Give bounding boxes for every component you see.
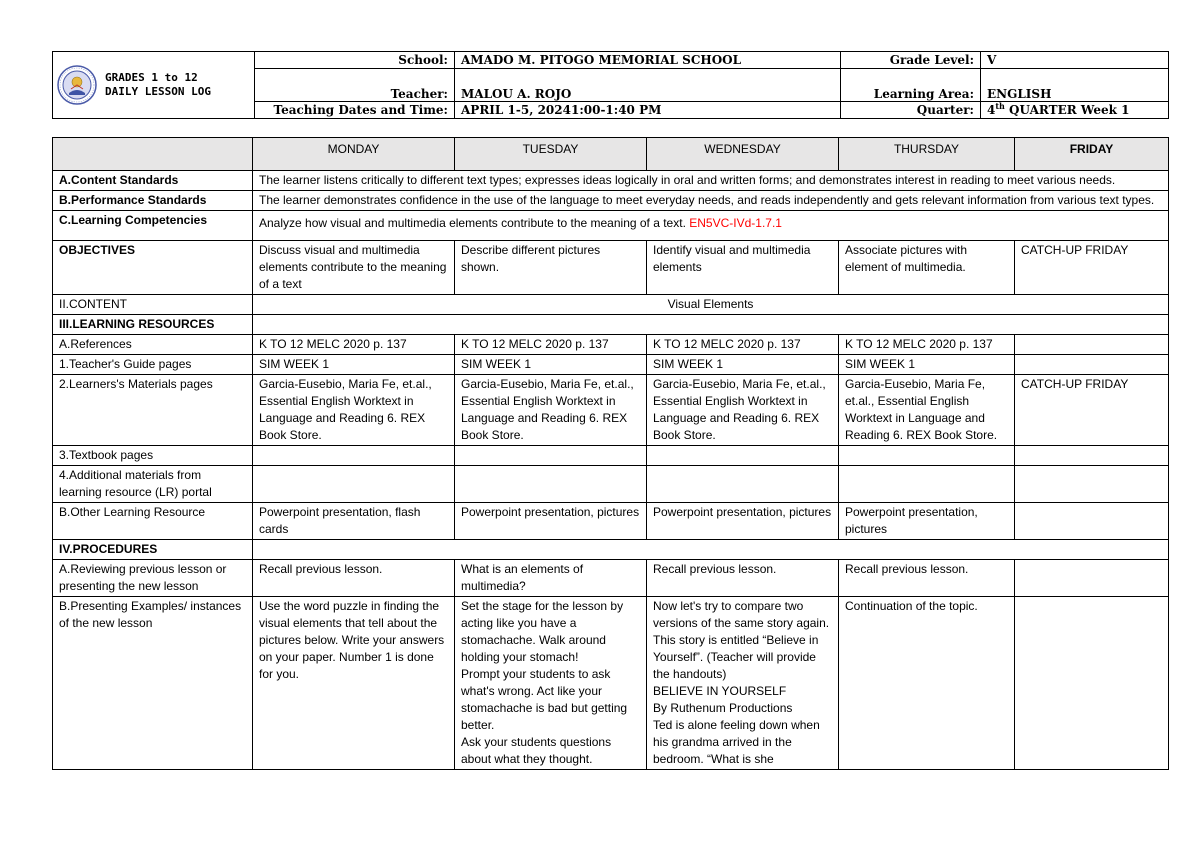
day-header-wednesday: WEDNESDAY (647, 138, 839, 171)
table-row (53, 211, 1169, 241)
teachers-guide-wednesday: SIM WEEK 1 (647, 355, 839, 375)
objective-wednesday: Identify visual and multimedia elements (647, 241, 839, 295)
presenting-tuesday-line: Ask your students questions about what they thought. (461, 735, 612, 766)
table-row (53, 375, 1169, 446)
content-standards-text: The learner listens critically to different text types; expresses ideas logically in oral and written forms; and demonstrates interest in reading to meet various needs. (253, 171, 1169, 191)
textbook-tuesday (455, 446, 647, 466)
day-header-row (53, 138, 1169, 171)
presenting-thursday: Continuation of the topic. (839, 597, 1015, 770)
quarter-number: 4 (987, 103, 996, 117)
table-row (53, 466, 1169, 503)
competencies-cell (253, 211, 1169, 241)
teachers-guide-tuesday: SIM WEEK 1 (455, 355, 647, 375)
row-label-additional: 4.Additional materials from learning resource (LR) portal (53, 466, 253, 503)
corner-cell (53, 138, 253, 171)
reviewing-wednesday: Recall previous lesson. (647, 560, 839, 597)
references-monday: K TO 12 MELC 2020 p. 137 (253, 335, 455, 355)
teachers-guide-friday (1015, 355, 1169, 375)
performance-standards-text: The learner demonstrates confidence in the use of the language to meet everyday needs, and reads independently and gets relevant information from various text types. (253, 191, 1169, 211)
objective-monday: Discuss visual and multimedia elements contribute to the meaning of a text (253, 241, 455, 295)
row-label-learners-materials: 2.Learners's Materials pages (53, 375, 253, 446)
presenting-tuesday-line: Set the stage for the lesson by acting like you have a stomachache. Walk around holding your stomach! (461, 599, 624, 664)
references-tuesday: K TO 12 MELC 2020 p. 137 (455, 335, 647, 355)
reviewing-tuesday: What is an elements of multimedia? (455, 560, 647, 597)
reviewing-monday: Recall previous lesson. (253, 560, 455, 597)
presenting-wednesday-line: BELIEVE IN YOURSELF (653, 684, 787, 698)
quarter-suffix: th (995, 101, 1005, 111)
table-row (53, 191, 1169, 211)
learners-materials-friday: CATCH-UP FRIDAY (1015, 375, 1169, 446)
learners-materials-wednesday: Garcia-Eusebio, Maria Fe, et.al., Essential English Worktext in Language and Reading 6. REX Book Store. (647, 375, 839, 446)
day-header-tuesday: TUESDAY (455, 138, 647, 171)
objective-thursday: Associate pictures with element of multimedia. (839, 241, 1015, 295)
table-row (53, 597, 1169, 770)
teacher-label: Teacher: (255, 69, 455, 102)
presenting-tuesday-line: Prompt your students to ask what's wrong. Act like your stomachache is bad but getting better. (461, 667, 628, 732)
reviewing-thursday: Recall previous lesson. (839, 560, 1015, 597)
logo-line-2: DAILY LESSON LOG (105, 85, 211, 98)
table-row (53, 171, 1169, 191)
area-label: Learning Area: (841, 69, 981, 102)
objective-friday: CATCH-UP FRIDAY (1015, 241, 1169, 295)
references-friday (1015, 335, 1169, 355)
resources-empty (253, 315, 1169, 335)
presenting-monday: Use the word puzzle in finding the visual elements that tell about the pictures below. Write your answers on your paper. Number 1 is done for you. (253, 597, 455, 770)
reviewing-friday (1015, 560, 1169, 597)
day-header-friday: FRIDAY (1015, 138, 1169, 171)
learners-materials-thursday: Garcia-Eusebio, Maria Fe, et.al., Essential English Worktext in Language and Reading 6. REX Book Store. (839, 375, 1015, 446)
procedures-empty (253, 540, 1169, 560)
table-row (53, 355, 1169, 375)
row-label-references: A.References (53, 335, 253, 355)
teachers-guide-monday: SIM WEEK 1 (253, 355, 455, 375)
grade-label: Grade Level: (841, 52, 981, 69)
textbook-thursday (839, 446, 1015, 466)
logo-line-1: GRADES 1 to 12 (105, 71, 198, 84)
additional-wednesday (647, 466, 839, 503)
textbook-monday (253, 446, 455, 466)
header-table (52, 51, 1169, 119)
logo-cell (53, 52, 255, 119)
other-resource-friday (1015, 503, 1169, 540)
school-label: School: (255, 52, 455, 69)
table-row (53, 446, 1169, 466)
table-row (53, 335, 1169, 355)
dates-label: Teaching Dates and Time: (255, 102, 455, 119)
presenting-wednesday (647, 597, 839, 770)
competency-code: EN5VC-IVd-1.7.1 (689, 216, 782, 230)
references-wednesday: K TO 12 MELC 2020 p. 137 (647, 335, 839, 355)
table-row (53, 503, 1169, 540)
learners-materials-tuesday: Garcia-Eusebio, Maria Fe, et.al., Essential English Worktext in Language and Reading 6. REX Book Store. (455, 375, 647, 446)
presenting-wednesday-line: Ted is alone feeling down when his grandma arrived in the bedroom. “What is she (653, 718, 820, 766)
row-label-performance-standards: B.Performance Standards (53, 191, 253, 211)
school-value: AMADO M. PITOGO MEMORIAL SCHOOL (455, 52, 841, 69)
lesson-log-table (52, 137, 1169, 770)
additional-monday (253, 466, 455, 503)
row-label-competencies: C.Learning Competencies (53, 211, 253, 241)
day-header-thursday: THURSDAY (839, 138, 1015, 171)
dates-value: APRIL 1-5, 20241:00-1:40 PM (455, 102, 841, 119)
additional-tuesday (455, 466, 647, 503)
references-thursday: K TO 12 MELC 2020 p. 137 (839, 335, 1015, 355)
row-label-content: II.CONTENT (53, 295, 253, 315)
table-row (53, 241, 1169, 295)
row-label-teachers-guide: 1.Teacher's Guide pages (53, 355, 253, 375)
logo-title (105, 71, 211, 99)
presenting-tuesday (455, 597, 647, 770)
learners-materials-monday: Garcia-Eusebio, Maria Fe, et.al., Essential English Worktext in Language and Reading 6. REX Book Store. (253, 375, 455, 446)
row-label-textbook: 3.Textbook pages (53, 446, 253, 466)
row-label-presenting: B.Presenting Examples/ instances of the new lesson (53, 597, 253, 770)
day-header-monday: MONDAY (253, 138, 455, 171)
row-label-resources: III.LEARNING RESOURCES (53, 315, 253, 335)
row-label-procedures: IV.PROCEDURES (53, 540, 253, 560)
table-row (53, 560, 1169, 597)
other-resource-tuesday: Powerpoint presentation, pictures (455, 503, 647, 540)
quarter-text: QUARTER Week 1 (1004, 103, 1130, 117)
presenting-wednesday-line: By Ruthenum Productions (653, 701, 793, 715)
deped-seal-icon (57, 65, 97, 105)
competencies-text: Analyze how visual and multimedia elements contribute to the meaning of a text. (259, 216, 686, 230)
quarter-value (981, 102, 1169, 119)
table-row (53, 315, 1169, 335)
presenting-wednesday-line: Now let's try to compare two versions of the same story again. This story is entitled “Believe in Yourself”. (Teacher will provide the handouts) (653, 599, 830, 681)
table-row (53, 295, 1169, 315)
row-label-content-standards: A.Content Standards (53, 171, 253, 191)
other-resource-wednesday: Powerpoint presentation, pictures (647, 503, 839, 540)
other-resource-monday: Powerpoint presentation, flash cards (253, 503, 455, 540)
row-label-other-resource: B.Other Learning Resource (53, 503, 253, 540)
additional-friday (1015, 466, 1169, 503)
teachers-guide-thursday: SIM WEEK 1 (839, 355, 1015, 375)
quarter-label: Quarter: (841, 102, 981, 119)
textbook-friday (1015, 446, 1169, 466)
teacher-value: MALOU A. ROJO (455, 69, 841, 102)
objective-tuesday: Describe different pictures shown. (455, 241, 647, 295)
other-resource-thursday: Powerpoint presentation, pictures (839, 503, 1015, 540)
row-label-reviewing: A.Reviewing previous lesson or presenting the new lesson (53, 560, 253, 597)
presenting-friday (1015, 597, 1169, 770)
textbook-wednesday (647, 446, 839, 466)
content-text: Visual Elements (253, 295, 1169, 315)
grade-value: V (981, 52, 1169, 69)
table-row (53, 540, 1169, 560)
area-value: ENGLISH (981, 69, 1169, 102)
additional-thursday (839, 466, 1015, 503)
row-label-objectives: OBJECTIVES (53, 241, 253, 295)
